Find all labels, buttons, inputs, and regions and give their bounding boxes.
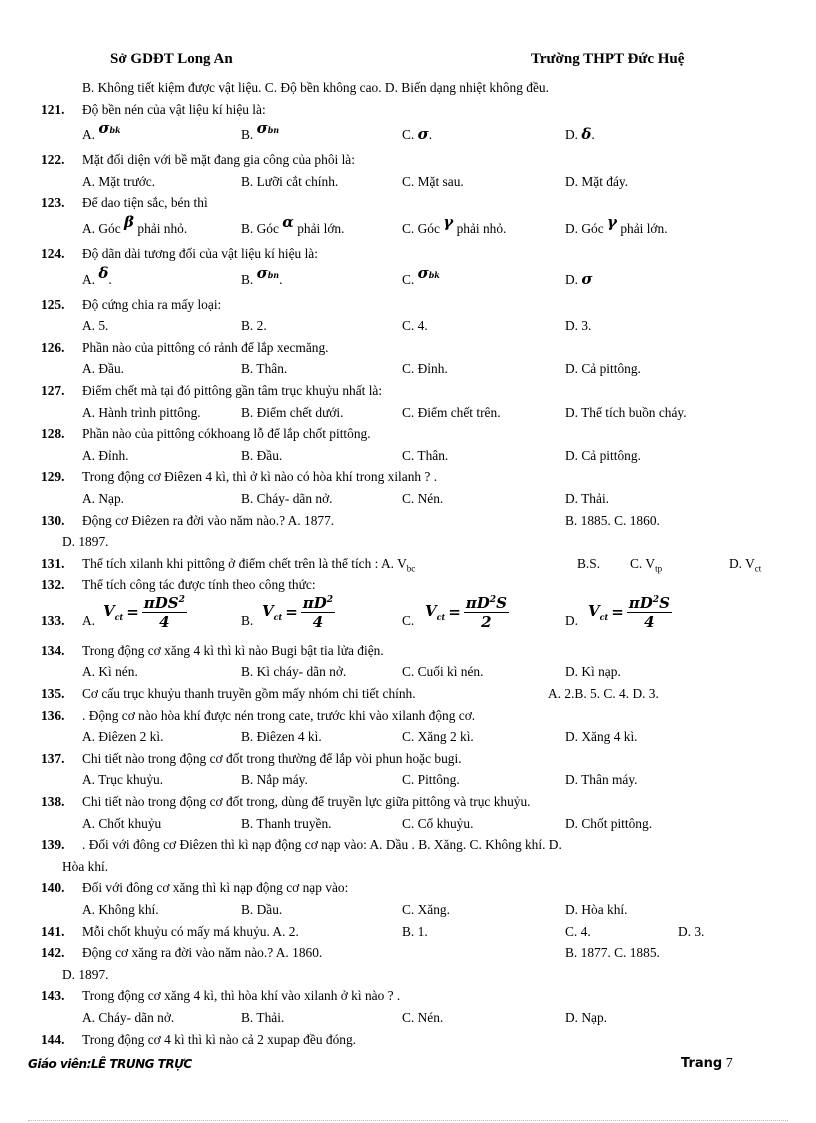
header-school: Trường THPT Đức Huệ bbox=[531, 51, 685, 67]
question-143-options bbox=[0, 1007, 816, 1029]
footer-teacher: Giáo viên:LÊ TRUNG TRỰC bbox=[28, 1057, 192, 1071]
question-140-options bbox=[0, 899, 816, 921]
option-d: D. 1897. bbox=[62, 966, 109, 982]
options: A. 2.B. 5. C. 4. D. 3. bbox=[548, 686, 659, 702]
option-c: C. Góc γ phải nhỏ. bbox=[402, 212, 507, 236]
option-a: A. Hành trình pittông. bbox=[82, 404, 201, 420]
option-b: B. Điểm chết dưới. bbox=[241, 404, 344, 420]
option-b: B. Thải. bbox=[241, 1009, 285, 1025]
option-b: B. Lưỡi cắt chính. bbox=[241, 173, 339, 189]
question-137: 137. Chi tiết nào trong động cơ đốt trong thường để lắp vòi phun hoặc bugi. bbox=[41, 750, 462, 766]
question-123: 123. Để dao tiện sắc, bén thì bbox=[41, 195, 208, 211]
option-d: D. Chốt pittông. bbox=[565, 815, 653, 831]
option-d: D. Hòa khí. bbox=[565, 902, 628, 917]
formula-d: $V_{ct}$ = $\frac{\pi D^2S}{4}$ bbox=[588, 593, 670, 631]
question-142-cont bbox=[0, 964, 816, 986]
question-134-options bbox=[0, 661, 816, 683]
option-d: D. 3. bbox=[565, 318, 592, 334]
option-b: B. Dầu. bbox=[241, 902, 283, 917]
question-136-options bbox=[0, 726, 816, 748]
question-138: 138. Chi tiết nào trong động cơ đốt trong, dùng để truyền lực giữa pittông và trục khuỷu. bbox=[41, 794, 531, 810]
question-128: 128. Phần nào của pittông cókhoang lỗ để lắp chốt pittông. bbox=[41, 426, 371, 442]
option-b: B. 2. bbox=[241, 318, 267, 334]
formula-b: $V_{ct}$ = $\frac{\pi D^2}{4}$ bbox=[262, 593, 334, 631]
question-126: 126. Phần nào của pittông có rảnh để lắp xecmăng. bbox=[41, 339, 329, 355]
options-b-c: B. 1885. C. 1860. bbox=[565, 512, 660, 528]
question-124: 124. Độ dãn dài tương đối của vật liệu kí hiệu là: bbox=[41, 245, 318, 261]
option-b: B. Thanh truyền. bbox=[241, 815, 332, 831]
option-a-label: A. bbox=[82, 612, 96, 628]
option-b: B. Góc α phải lớn. bbox=[241, 212, 345, 236]
question-130-cont bbox=[0, 531, 816, 553]
question-137-options bbox=[0, 769, 816, 791]
option-a: A. Đầu. bbox=[82, 361, 125, 377]
question-141: 141. Mỗi chốt khuỷu có mấy má khuỷu. A. 2. B. 1. C. 4. D. 3. bbox=[0, 921, 816, 943]
option-d: D. Mặt đáy. bbox=[565, 173, 629, 189]
option-a: A. σbk bbox=[82, 119, 121, 143]
question-127-options bbox=[0, 402, 816, 424]
option-c: C. Mặt sau. bbox=[402, 173, 464, 189]
option-c: C. Cuối kì nén. bbox=[402, 664, 484, 680]
option-b: B. σbn bbox=[241, 119, 280, 143]
question-text: Độ bền nén của vật liệu kí hiệu là: bbox=[82, 101, 266, 117]
option-d: D. 1897. bbox=[62, 534, 109, 550]
page-bottom-rule bbox=[28, 1120, 788, 1121]
question-127: 127. Điểm chết mà tại đó pittông gần tâm trục khuỷu nhất là: bbox=[41, 382, 383, 398]
question-122: 122. Mặt đối diện với bề mặt đang gia công của phôi là: bbox=[41, 152, 355, 168]
option-b: B. Điêzen 4 kì. bbox=[241, 729, 322, 745]
option-c: C. Nén. bbox=[402, 1009, 444, 1025]
option-c: C. Xăng 2 kì. bbox=[402, 729, 474, 745]
option-a: A. Cháy- dãn nở. bbox=[82, 1009, 175, 1025]
option-d: D. Nạp. bbox=[565, 1009, 608, 1025]
question-130: 130. Động cơ Điêzen ra đời vào năm nào.? A. 1877. B. 1885. C. 1860. bbox=[0, 510, 816, 532]
question-121-options bbox=[0, 120, 816, 149]
option-a: A. Góc β phải nhỏ. bbox=[82, 212, 188, 236]
option-c: C. σ. bbox=[402, 125, 433, 144]
question-140: 140. Đối với đông cơ xăng thì kì nạp động cơ nạp vào: bbox=[41, 880, 349, 896]
question-122-options bbox=[0, 171, 816, 193]
option-c: C. 4. bbox=[565, 923, 591, 939]
question-132: 132. Thể tích công tác được tính theo công thức: bbox=[41, 577, 316, 593]
question-143: 143. Trong động cơ xăng 4 kì, thì hòa khí vào xilanh ở kì nào ? . bbox=[41, 988, 401, 1004]
option-c: C. Nén. bbox=[402, 490, 444, 506]
option-a: A. Không khí. bbox=[82, 902, 159, 917]
option-c: C. 4. bbox=[402, 318, 428, 334]
option-b: B. Cháy- dãn nở. bbox=[241, 490, 333, 506]
option-a: A. Mặt trước. bbox=[82, 173, 156, 189]
question-144: 144. Trong động cơ 4 kì thì kì nào cả 2 xupap đều đóng. bbox=[41, 1031, 356, 1047]
question-136: 136. . Động cơ nào hòa khí được nén trong cate, trước khi vào xilanh động cơ. bbox=[41, 707, 476, 723]
question-121 bbox=[0, 99, 816, 121]
option-a: A. δ. bbox=[82, 263, 112, 287]
header-department: Sở GDĐT Long An bbox=[110, 51, 233, 67]
footer-page: Trang 7 bbox=[681, 1056, 733, 1071]
question-139: 139. . Đối với đông cơ Điêzen thì kì nạp động cơ nạp vào: A. Dầu . B. Xăng. C. Không khí. D. bbox=[41, 837, 562, 853]
question-125-options bbox=[0, 315, 816, 337]
option-c: C. $V_{tp}$ bbox=[630, 555, 663, 574]
question-129: 129. Trong động cơ Điêzen 4 kì, thì ở kì nào có hòa khí trong xilanh ? . bbox=[41, 469, 438, 485]
option-b-label: B. bbox=[241, 612, 254, 628]
option-c: C. Pittông. bbox=[402, 772, 460, 788]
question-number: 121. bbox=[41, 101, 65, 117]
option-c: C. Cổ khuỷu. bbox=[402, 815, 474, 831]
option-b: B. σbn. bbox=[241, 263, 283, 287]
question-133-formulas: 133. A. $V_{ct}$ = $\frac{\pi DS^2}{4}$ B. $V_{ct}$ = $\frac{\pi D^2}{4}$ C. $V_{ct}$ = $\frac{\pi D^2S}{2}$ D. $V_{ct}$ = $\frac{\pi D^2S}{4}$ bbox=[41, 593, 670, 631]
option-c: C. Điểm chết trên. bbox=[402, 404, 501, 420]
option-d: D. 3. bbox=[678, 923, 705, 939]
option-b: B. 1. bbox=[402, 923, 428, 939]
option-b: B. Kì cháy- dãn nở. bbox=[241, 664, 347, 680]
question-142: 142. Động cơ xăng ra đời vào năm nào.? A. 1860. B. 1877. C. 1885. bbox=[0, 942, 816, 964]
option-c-label: C. bbox=[402, 612, 415, 628]
option-d: D. δ. bbox=[565, 125, 595, 144]
option-d: D. Cả pittông. bbox=[565, 447, 641, 463]
option-c: C. Thân. bbox=[402, 447, 449, 463]
option-d: D. Thể tích buồn cháy. bbox=[565, 404, 687, 420]
option-b: B. Thân. bbox=[241, 361, 288, 377]
question-list bbox=[0, 77, 816, 1050]
option-a: A. Kì nén. bbox=[82, 664, 138, 680]
question-126-options bbox=[0, 358, 816, 380]
option-a: A. 5. bbox=[82, 318, 109, 334]
question-134: 134. Trong động cơ xăng 4 kì thì kì nào Bugi bật tia lửa điện. bbox=[41, 642, 384, 658]
question-120-tail: B. Không tiết kiệm được vật liệu. C. Độ bền không cao. D. Biến dạng nhiệt không đều. bbox=[82, 80, 549, 95]
option-d: D. Góc γ phải lớn. bbox=[565, 212, 668, 236]
option-a: A. Chốt khuỷu bbox=[82, 815, 162, 831]
option-d: D. σ bbox=[565, 269, 593, 288]
option-c: C. Đỉnh. bbox=[402, 361, 448, 377]
option-d: D. Xăng 4 kì. bbox=[565, 729, 638, 745]
option-a: A. Trục khuỷu. bbox=[82, 772, 164, 788]
option-b: B. Đầu. bbox=[241, 447, 283, 463]
options-b-c: B. 1877. C. 1885. bbox=[565, 945, 660, 961]
option-d: D. Cả pittông. bbox=[565, 361, 641, 377]
option-d-label: D. bbox=[565, 612, 579, 628]
question-138-options bbox=[0, 813, 816, 835]
question-135: 135. Cơ cấu trục khuỷu thanh truyền gồm mấy nhóm chi tiết chính. A. 2.B. 5. C. 4. D. 3. bbox=[0, 683, 816, 705]
question-131: 131. Thể tích xilanh khi pittông ở điểm chết trên là thể tích : A. $V_{bc}$ B.S. C. $V_{tp}$ D. $V_{ct}$ bbox=[0, 553, 816, 575]
option-a: A. Nạp. bbox=[82, 490, 125, 506]
question-129-options bbox=[0, 488, 816, 510]
question-124-options bbox=[0, 265, 816, 294]
option-d: D. $V_{ct}$ bbox=[729, 555, 762, 574]
option-b: B. Nắp máy. bbox=[241, 772, 308, 788]
option-c: C. Xăng. bbox=[402, 902, 450, 917]
option-a: A. Đỉnh. bbox=[82, 447, 129, 463]
question-139-cont: Hòa khí. bbox=[62, 858, 109, 874]
option-d: D. Thải. bbox=[565, 490, 610, 506]
option-c: C. σbk bbox=[402, 263, 440, 287]
option-a: A. Điêzen 2 kì. bbox=[82, 729, 164, 745]
option-d: D. Kì nạp. bbox=[565, 664, 621, 680]
question-123-options bbox=[0, 214, 816, 243]
formula-a: $V_{ct}$ = $\frac{\pi DS^2}{4}$ bbox=[103, 593, 185, 631]
option-d: D. Thân máy. bbox=[565, 772, 638, 788]
formula-c: $V_{ct}$ = $\frac{\pi D^2S}{2}$ bbox=[425, 593, 507, 631]
option-b: B.S. bbox=[577, 555, 601, 571]
question-128-options bbox=[0, 445, 816, 467]
question-125: 125. Độ cứng chia ra mấy loại: bbox=[41, 296, 222, 312]
